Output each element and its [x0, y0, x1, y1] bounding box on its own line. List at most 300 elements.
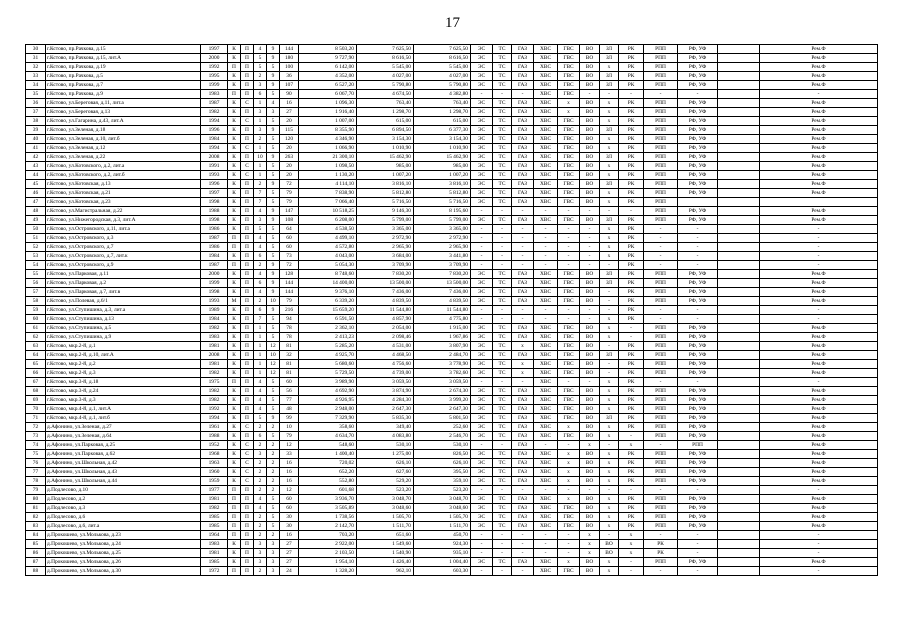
cell-address: д.Афонино, ул.Школьная, д.43	[46, 468, 201, 477]
cell-year-built: 1995	[201, 72, 228, 81]
cell-sewerage: ВО	[580, 477, 600, 486]
cell-repair-fund: Рем.Ф	[760, 342, 878, 351]
cell-gas: ГАЗ	[512, 99, 534, 108]
cell-floors: 9	[267, 270, 280, 279]
cell-garbage-chute: х	[600, 432, 619, 441]
cell-living-area: 3 048,60	[357, 504, 414, 513]
cell-repair-fund: -	[760, 567, 878, 576]
cell-total-area: 4 352,00	[299, 72, 357, 81]
cell-apartments: 48	[280, 405, 299, 414]
cell-living-area: 5 545,00	[357, 63, 414, 72]
cell-sewerage: ВО	[580, 495, 600, 504]
cell-heating: -	[493, 540, 512, 549]
cell-total-area: 6 339,20	[299, 297, 357, 306]
cell-entrances: 5	[254, 54, 267, 63]
cell-row-number: 46	[26, 189, 46, 198]
cell-residential-area: 530,10	[414, 441, 471, 450]
cell-year-built: 1961	[201, 423, 228, 432]
cell-roof-repair: РК	[619, 279, 644, 288]
cell-repair-fund: Рем.Ф	[760, 396, 878, 405]
cell-entrances: 6	[254, 252, 267, 261]
cell-fund-type: РФ, УФ	[678, 108, 718, 117]
cell-repair-plan: РПП	[644, 207, 678, 216]
cell-garbage-chute: х	[600, 522, 619, 531]
cell-sewerage: ВО	[580, 504, 600, 513]
cell-house-type: С	[241, 441, 254, 450]
cell-year-built: 1997	[201, 45, 228, 54]
cell-heating: ТС	[493, 117, 512, 126]
cell-fund-type: РФ, УФ	[678, 468, 718, 477]
cell-hot-water: ГВС	[558, 360, 580, 369]
cell-cold-water: ХВС	[534, 351, 558, 360]
cell-living-area: 9 146,30	[357, 207, 414, 216]
cell-fund-type: -	[678, 378, 718, 387]
cell-wall-material: К	[228, 72, 241, 81]
cell-row-number: 36	[26, 99, 46, 108]
cell-garbage-chute: х	[600, 333, 619, 342]
cell-repair-plan: РПП	[644, 522, 678, 531]
cell-address: г.Кстово, пр.Рачкова, д.15	[46, 45, 201, 54]
cell-address: г.Кстово, ул.Ступишина, д.3, лит.а	[46, 306, 201, 315]
cell-address: г.Кстово, мкр.3-й, д.24	[46, 387, 201, 396]
cell-wall-material: К	[228, 387, 241, 396]
cell-repair-fund: -	[760, 486, 878, 495]
cell-garbage-chute: -	[600, 531, 619, 540]
cell-gas: -	[512, 207, 534, 216]
cell-apartments: 16	[280, 99, 299, 108]
cell-electricity: -	[471, 306, 493, 315]
cell-cold-water: ХВС	[534, 423, 558, 432]
cell-total-area: 358,60	[299, 423, 357, 432]
cell-entrances: 5	[254, 63, 267, 72]
cell-apartments: 56	[280, 387, 299, 396]
cell-roof-repair: РК	[619, 72, 644, 81]
cell-hot-water: ГВС	[558, 567, 580, 576]
cell-repair-fund: Рем.Ф	[760, 297, 878, 306]
cell-address: г.Кстово, пр.Рачкова, д.9	[46, 90, 201, 99]
cell-residential-area: 2 546,70	[414, 432, 471, 441]
cell-year-built: 1982	[201, 504, 228, 513]
cell-extra	[718, 63, 760, 72]
cell-year-built: 1959	[201, 477, 228, 486]
table-row	[26, 72, 878, 81]
cell-house-type: П	[241, 45, 254, 54]
cell-repair-fund: Рем.Ф	[760, 360, 878, 369]
cell-living-area: 15 462,90	[357, 153, 414, 162]
cell-cold-water: ХВС	[534, 558, 558, 567]
cell-repair-plan: РПП	[644, 432, 678, 441]
cell-living-area: 626,10	[357, 459, 414, 468]
cell-sewerage: ВО	[580, 414, 600, 423]
cell-wall-material: К	[228, 207, 241, 216]
cell-address: г.Кстово, ул.Котовского, д.2, лит.б	[46, 171, 201, 180]
cell-floors: 2	[267, 423, 280, 432]
cell-living-area: 3 059,50	[357, 378, 414, 387]
cell-wall-material: К	[228, 216, 241, 225]
cell-floors: 9	[267, 180, 280, 189]
cell-total-area: 7 329,90	[299, 414, 357, 423]
cell-apartments: 20	[280, 171, 299, 180]
cell-residential-area: 3 048,70	[414, 495, 471, 504]
cell-extra	[718, 81, 760, 90]
cell-heating: -	[493, 261, 512, 270]
cell-extra	[718, 504, 760, 513]
cell-roof-repair: -	[619, 90, 644, 99]
cell-repair-plan: РПП	[644, 369, 678, 378]
cell-extra	[718, 198, 760, 207]
cell-year-built: 1968	[201, 450, 228, 459]
cell-apartments: 128	[280, 270, 299, 279]
cell-roof-repair: РК	[619, 171, 644, 180]
cell-roof-repair: РК	[619, 468, 644, 477]
cell-apartments: 20	[280, 117, 299, 126]
cell-electricity: ЭС	[471, 558, 493, 567]
cell-heating: -	[493, 549, 512, 558]
cell-living-area: 3 816,10	[357, 180, 414, 189]
cell-roof-repair: х	[619, 441, 644, 450]
cell-total-area: 10 518,25	[299, 207, 357, 216]
cell-roof-repair: РК	[619, 234, 644, 243]
cell-entrances: 1	[254, 144, 267, 153]
cell-apartments: 27	[280, 558, 299, 567]
cell-sewerage: ВО	[580, 144, 600, 153]
cell-year-built: 1998	[201, 216, 228, 225]
cell-repair-plan: РПП	[644, 216, 678, 225]
cell-row-number: 44	[26, 171, 46, 180]
cell-row-number: 80	[26, 495, 46, 504]
cell-year-built: 1981	[201, 342, 228, 351]
cell-fund-type: РФ, УФ	[678, 477, 718, 486]
cell-cold-water: ХВС	[534, 171, 558, 180]
cell-row-number: 49	[26, 216, 46, 225]
cell-hot-water: ГВС	[558, 180, 580, 189]
cell-garbage-chute: -	[600, 306, 619, 315]
cell-roof-repair: РК	[619, 153, 644, 162]
cell-hot-water: -	[558, 441, 580, 450]
cell-hot-water: ГВС	[558, 369, 580, 378]
cell-address: г.Кстово, ул.Береговая, д.13	[46, 108, 201, 117]
cell-year-built: 1982	[201, 369, 228, 378]
cell-hot-water: ГВС	[558, 162, 580, 171]
cell-cold-water: ХВС	[534, 288, 558, 297]
table-row	[26, 387, 878, 396]
cell-repair-fund: Рем.Ф	[760, 54, 878, 63]
cell-total-area: 1 066,90	[299, 144, 357, 153]
cell-gas: х	[512, 360, 534, 369]
cell-repair-fund: Рем.Ф	[760, 441, 878, 450]
cell-garbage-chute: ЗЛ	[600, 414, 619, 423]
cell-sewerage: ВО	[580, 162, 600, 171]
cell-repair-fund: Рем.Ф	[760, 45, 878, 54]
cell-cold-water: ХВС	[534, 333, 558, 342]
cell-floors: 5	[267, 171, 280, 180]
cell-cold-water: ХВС	[534, 180, 558, 189]
cell-cold-water: ХВС	[534, 405, 558, 414]
cell-repair-fund: Рем.Ф	[760, 369, 878, 378]
cell-gas: ГАЗ	[512, 72, 534, 81]
cell-apartments: 60	[280, 504, 299, 513]
cell-total-area: 4 692,90	[299, 387, 357, 396]
cell-total-area: 4 346,90	[299, 135, 357, 144]
cell-fund-type: РФ, УФ	[678, 495, 718, 504]
cell-wall-material: К	[228, 315, 241, 324]
cell-electricity: -	[471, 378, 493, 387]
cell-fund-type: РФ, УФ	[678, 288, 718, 297]
cell-residential-area: 1 004,40	[414, 558, 471, 567]
cell-house-type: П	[241, 270, 254, 279]
cell-garbage-chute: ЗЛ	[600, 180, 619, 189]
cell-cold-water: ХВС	[534, 108, 558, 117]
cell-floors: 2	[267, 459, 280, 468]
cell-house-type: П	[241, 567, 254, 576]
cell-extra	[718, 351, 760, 360]
cell-row-number: 45	[26, 180, 46, 189]
cell-row-number: 74	[26, 441, 46, 450]
cell-row-number: 43	[26, 162, 46, 171]
cell-garbage-chute: ЗЛ	[600, 216, 619, 225]
cell-fund-type: -	[678, 90, 718, 99]
cell-repair-plan: РПП	[644, 63, 678, 72]
cell-repair-plan: РПП	[644, 270, 678, 279]
cell-entrances: 1	[254, 342, 267, 351]
cell-repair-plan: РПП	[644, 162, 678, 171]
cell-cold-water: -	[534, 306, 558, 315]
cell-fund-type: РФ, УФ	[678, 126, 718, 135]
cell-gas: ГАЗ	[512, 423, 534, 432]
cell-year-built: 1999	[201, 279, 228, 288]
cell-house-type: П	[241, 216, 254, 225]
table-row	[26, 342, 878, 351]
cell-row-number: 40	[26, 135, 46, 144]
cell-apartments: 144	[280, 288, 299, 297]
cell-address: г.Кстово, ул.Ступишина, д.9	[46, 333, 201, 342]
cell-extra	[718, 243, 760, 252]
cell-gas: ГАЗ	[512, 162, 534, 171]
cell-heating: ТС	[493, 450, 512, 459]
cell-living-area: 627,60	[357, 468, 414, 477]
cell-cold-water: -	[534, 207, 558, 216]
cell-roof-repair: РК	[619, 378, 644, 387]
table-row	[26, 90, 878, 99]
cell-electricity: ЭС	[471, 99, 493, 108]
cell-repair-fund: -	[760, 315, 878, 324]
cell-repair-plan: РПП	[644, 279, 678, 288]
cell-repair-plan: РПП	[644, 477, 678, 486]
cell-apartments: 73	[280, 252, 299, 261]
cell-garbage-chute: -	[600, 288, 619, 297]
table-row	[26, 171, 878, 180]
cell-address: г.Кстово, ул.Парковая, д.2	[46, 279, 201, 288]
cell-entrances: 7	[254, 189, 267, 198]
cell-total-area: 4 043,00	[299, 252, 357, 261]
cell-year-built: 1982	[201, 108, 228, 117]
cell-row-number: 86	[26, 549, 46, 558]
cell-residential-area: 1 967,86	[414, 333, 471, 342]
cell-roof-repair: РК	[619, 126, 644, 135]
cell-heating: -	[493, 207, 512, 216]
cell-hot-water: -	[558, 306, 580, 315]
cell-total-area: 4 538,50	[299, 225, 357, 234]
cell-apartments: 99	[280, 414, 299, 423]
cell-extra	[718, 324, 760, 333]
cell-year-built: 1994	[201, 414, 228, 423]
cell-residential-area: 3 782,60	[414, 369, 471, 378]
cell-row-number: 63	[26, 342, 46, 351]
cell-repair-fund: Рем.Ф	[760, 81, 878, 90]
cell-roof-repair: -	[619, 333, 644, 342]
cell-house-type: С	[241, 117, 254, 126]
cell-garbage-chute: -	[600, 441, 619, 450]
table-row	[26, 315, 878, 324]
cell-electricity: ЭС	[471, 270, 493, 279]
cell-extra	[718, 396, 760, 405]
cell-cold-water: ХВС	[534, 522, 558, 531]
cell-house-type: П	[241, 54, 254, 63]
cell-repair-plan: РПП	[644, 153, 678, 162]
table-row	[26, 378, 878, 387]
cell-wall-material: К	[228, 108, 241, 117]
cell-living-area: 763,40	[357, 99, 414, 108]
cell-repair-plan: -	[644, 225, 678, 234]
cell-sewerage: ВО	[580, 459, 600, 468]
cell-hot-water: ГВС	[558, 144, 580, 153]
cell-repair-fund: Рем.Ф	[760, 117, 878, 126]
cell-address: д.Афонино, ул.Школьная, д.42	[46, 459, 201, 468]
cell-sewerage: -	[580, 225, 600, 234]
cell-fund-type: РФ, УФ	[678, 216, 718, 225]
table-row	[26, 216, 878, 225]
cell-wall-material: К	[228, 279, 241, 288]
cell-roof-repair: РК	[619, 270, 644, 279]
cell-house-type: П	[241, 369, 254, 378]
table-row	[26, 117, 878, 126]
cell-repair-fund: -	[760, 540, 878, 549]
cell-entrances: 4	[254, 378, 267, 387]
cell-address: г.Кстово, ул.Парковая, д.7, лит.в	[46, 288, 201, 297]
cell-hot-water: -	[558, 243, 580, 252]
cell-house-type: С	[241, 144, 254, 153]
cell-sewerage: ВО	[580, 468, 600, 477]
cell-wall-material: К	[228, 477, 241, 486]
cell-entrances: 1	[254, 162, 267, 171]
cell-sewerage: -	[580, 486, 600, 495]
cell-wall-material: К	[228, 459, 241, 468]
cell-extra	[718, 405, 760, 414]
cell-apartments: 27	[280, 540, 299, 549]
cell-residential-area: 4 027,00	[414, 72, 471, 81]
cell-house-type: П	[241, 522, 254, 531]
cell-entrances: 2	[254, 423, 267, 432]
cell-roof-repair: РК	[619, 414, 644, 423]
cell-house-type: П	[241, 279, 254, 288]
cell-address: д.Подлесово, д.3	[46, 504, 201, 513]
cell-entrances: 1	[254, 369, 267, 378]
cell-entrances: 7	[254, 198, 267, 207]
cell-total-area: 1 738,56	[299, 513, 357, 522]
cell-living-area: 2 965,90	[357, 243, 414, 252]
cell-wall-material: К	[228, 162, 241, 171]
cell-house-type: П	[241, 207, 254, 216]
cell-row-number: 69	[26, 396, 46, 405]
cell-sewerage: ВО	[580, 513, 600, 522]
cell-address: д.Афонино, ул.Зеленая, д.64	[46, 432, 201, 441]
cell-residential-area: 3 999,20	[414, 396, 471, 405]
cell-sewerage: -	[580, 90, 600, 99]
cell-year-built: 2008	[201, 351, 228, 360]
cell-apartments: 32	[280, 351, 299, 360]
cell-cold-water: ХВС	[534, 477, 558, 486]
cell-heating: ТС	[493, 45, 512, 54]
cell-heating: ТС	[493, 297, 512, 306]
cell-roof-repair: -	[619, 207, 644, 216]
cell-residential-area: 603,30	[414, 567, 471, 576]
cell-fund-type: -	[678, 486, 718, 495]
cell-extra	[718, 117, 760, 126]
cell-heating: ТС	[493, 360, 512, 369]
cell-address: г.Кстово, ул.Береговая, д.11, лит.а	[46, 99, 201, 108]
cell-floors: 10	[267, 351, 280, 360]
cell-apartments: 16	[280, 468, 299, 477]
cell-electricity: ЭС	[471, 504, 493, 513]
cell-roof-repair: РК	[619, 261, 644, 270]
cell-garbage-chute: -	[600, 297, 619, 306]
cell-heating: ТС	[493, 477, 512, 486]
cell-total-area: 4 114,10	[299, 180, 357, 189]
cell-gas: -	[512, 90, 534, 99]
cell-hot-water: ГВС	[558, 342, 580, 351]
cell-row-number: 61	[26, 324, 46, 333]
cell-living-area: 5 799,00	[357, 216, 414, 225]
cell-repair-plan: РПП	[644, 144, 678, 153]
table-row	[26, 396, 878, 405]
cell-address: д.Подлесово, д.2	[46, 495, 201, 504]
cell-repair-plan: РПП	[644, 387, 678, 396]
cell-gas: ГАЗ	[512, 414, 534, 423]
cell-fund-type: РФ, УФ	[678, 351, 718, 360]
cell-extra	[718, 414, 760, 423]
cell-extra	[718, 45, 760, 54]
cell-residential-area: 3 709,90	[414, 261, 471, 270]
cell-living-area: 2 972,90	[357, 234, 414, 243]
cell-row-number: 30	[26, 45, 46, 54]
cell-extra	[718, 162, 760, 171]
cell-gas: -	[512, 225, 534, 234]
cell-garbage-chute: х	[600, 450, 619, 459]
table-row	[26, 261, 878, 270]
cell-fund-type: -	[678, 540, 718, 549]
cell-sewerage: ВО	[580, 270, 600, 279]
cell-repair-fund: -	[760, 90, 878, 99]
cell-wall-material: П	[228, 531, 241, 540]
cell-sewerage: ВО	[580, 171, 600, 180]
cell-repair-fund: Рем.Ф	[760, 126, 878, 135]
cell-cold-water: ХВС	[534, 153, 558, 162]
cell-row-number: 65	[26, 360, 46, 369]
cell-cold-water: ХВС	[534, 324, 558, 333]
cell-living-area: 651,60	[357, 531, 414, 540]
cell-fund-type: РФ, УФ	[678, 162, 718, 171]
cell-cold-water: ХВС	[534, 45, 558, 54]
cell-floors: 5	[267, 234, 280, 243]
cell-cold-water: ХВС	[534, 387, 558, 396]
cell-apartments: 144	[280, 279, 299, 288]
cell-electricity: -	[471, 441, 493, 450]
cell-hot-water: -	[558, 486, 580, 495]
cell-residential-area: 11 544,80	[414, 306, 471, 315]
cell-living-area: 985,00	[357, 162, 414, 171]
cell-heating: ТС	[493, 432, 512, 441]
cell-residential-area: 924,30	[414, 540, 471, 549]
